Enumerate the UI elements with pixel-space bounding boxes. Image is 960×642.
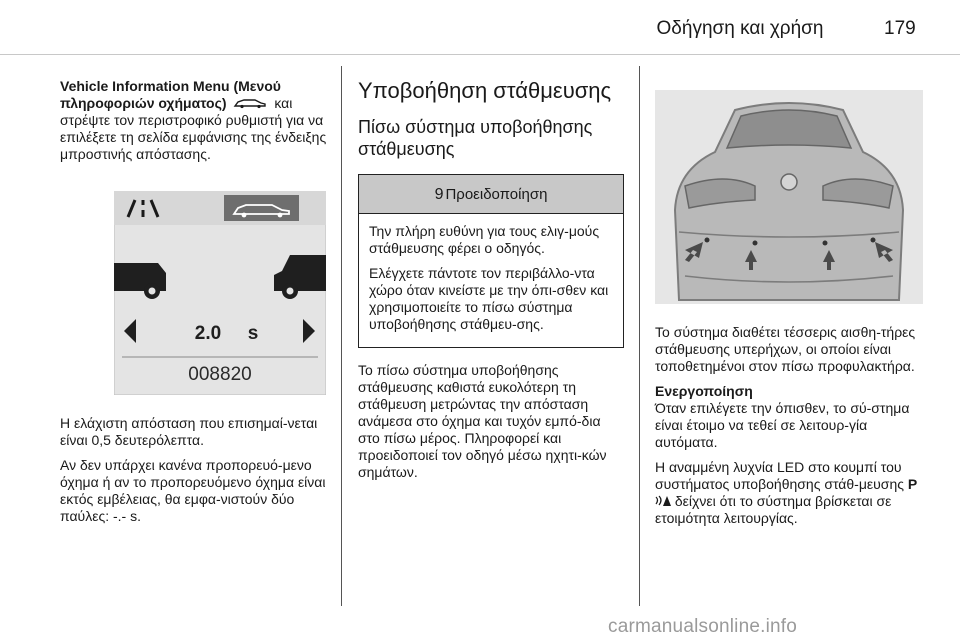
section-title: Υποβοήθηση στάθμευσης [358, 78, 612, 103]
header-divider [0, 54, 960, 55]
distance-value: 2.0 [194, 323, 222, 344]
vehicle-info-paragraph [60, 78, 328, 163]
subsection-title: Πίσω σύστημα υποβοήθησης στάθμευσης [358, 117, 593, 159]
warning-body [359, 214, 623, 347]
vehicle-menu-icon [233, 97, 267, 109]
distance-unit: s [247, 323, 259, 344]
parking-icon-letter: P [907, 476, 918, 492]
page-header-title: Οδήγηση και χρήση [656, 18, 824, 39]
no-vehicle-paragraph: Αν δεν υπάρχει κανένα προπορευό-μενο όχημα ή αν το προπορευόμενο όχημα είναι εκτός εμβέλειας, θα εμφα-νιστούν δύο παύλες: -.- s. [60, 457, 326, 524]
column-divider-1 [341, 66, 342, 606]
sensors-paragraph: Το σύστημα διαθέτει τέσσερις αισθη-τήρες στάθμευσης υπερήχων, οι οποίοι είναι τοποθετημένοι στον πίσω προφυλακτήρα. [655, 324, 916, 374]
min-distance-paragraph: Η ελάχιστη απόσταση που επισημαί-νεται είναι 0,5 δευτερόλεπτα. [60, 415, 318, 448]
activation-paragraph: Όταν επιλέγετε την όπισθεν, το σύ-στημα είναι έτοιμο να τεθεί σε λειτουρ-γία αυτόματα. [655, 400, 910, 450]
page-number: 179 [884, 18, 916, 39]
footer-watermark: carmanualsonline.info [608, 616, 798, 637]
activation-heading: Ενεργοποίηση [655, 383, 753, 399]
warning-title: Προειδοποίηση [445, 185, 548, 203]
vehicle-info-text: και στρέψτε τον περιστροφικό ρυθμιστή για να επιλέξετε τη σελίδα εμφάνισης της ένδειξης μπροστινής απόστασης. [60, 95, 327, 162]
led-paragraph [655, 459, 923, 527]
warning-paragraph-2: Ελέγχετε πάντοτε τον περιβάλλο-ντα χώρο όταν κινείστε με την όπι-σθεν και χρησιμοποιείτε το πίσω σύστημα υποβοήθησης στάθμευ-σης. [369, 265, 609, 332]
led-text-start: Η αναμμένη λυχνία LED στο κουμπί του συστήματος υποβοήθησης στάθ-μευσης [655, 459, 904, 492]
column-divider-2 [639, 66, 640, 606]
column-2 [358, 78, 624, 489]
odometer-value: 008820 [188, 364, 252, 385]
column-3 [655, 78, 923, 535]
distance-display-illustration [114, 191, 326, 395]
warning-box [358, 174, 624, 348]
parking-assist-description: Το πίσω σύστημα υποβοήθησης στάθμευσης καθιστά ευκολότερη τη στάθμευση μετρώντας την απόσταση ανάμεσα στο όχημα και τυχόν εμπό-δια στο πίσω μέρος. Πληροφορεί και προειδοποιεί τον οδηγό μέσω ηχητι-κών σημάτων. [358, 362, 607, 480]
parking-waves-icon [655, 494, 671, 507]
column-1 [60, 78, 328, 533]
warning-paragraph-1: Την πλήρη ευθύνη για τους ελιγ-μούς στάθμευσης φέρει ο οδηγός. [369, 223, 600, 256]
warning-icon: 9 [434, 185, 444, 203]
distance-display-graphic [114, 191, 326, 395]
led-text-end: δείχνει ότι το σύστημα βρίσκεται σε ετοιμότητα λειτουργίας. [655, 493, 892, 526]
rear-bumper-sensors-illustration [655, 90, 923, 304]
activation-block [655, 383, 923, 451]
vehicle-info-heading: Vehicle Information Menu (Μενού πληροφοριών οχήματος) [60, 78, 281, 111]
warning-header [359, 175, 623, 214]
